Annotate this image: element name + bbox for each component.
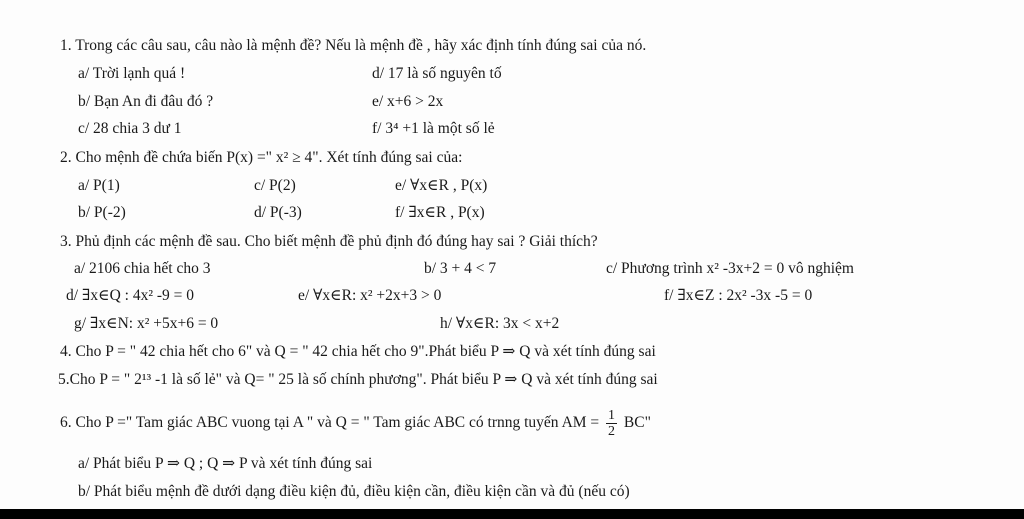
fraction-numerator: 1 (608, 408, 616, 423)
q6-title (60, 408, 651, 439)
q6-item-a: a/ Phát biểu P ⇒ Q ; Q ⇒ P và xét tính đúng sai (78, 455, 373, 472)
q2-item-d: d/ P(-3) (254, 204, 302, 221)
q3-item-b: b/ 3 + 4 < 7 (424, 260, 497, 277)
q2-item-b: b/ P(-2) (78, 204, 126, 221)
q1-item-f: f/ 3⁴ +1 là một số lẻ (372, 120, 495, 137)
q3-item-h: h/ ∀x∈R: 3x < x+2 (440, 315, 560, 332)
q6-item-b: b/ Phát biểu mệnh đề dưới dạng điều kiện đủ, điều kiện cần, điều kiện cần và đủ (nếu có) (78, 483, 630, 500)
q3-item-f: f/ ∃x∈Z : 2x² -3x -5 = 0 (664, 287, 813, 304)
q3-item-g: g/ ∃x∈N: x² +5x+6 = 0 (74, 315, 219, 332)
q1-item-d: d/ 17 là số nguyên tố (372, 65, 502, 82)
q1-item-a: a/ Trời lạnh quá ! (78, 65, 186, 82)
fraction-denominator: 2 (608, 424, 616, 439)
fraction-one-half (606, 408, 617, 439)
q3-item-c: c/ Phương trình x² -3x+2 = 0 vô nghiệm (606, 260, 854, 277)
q1-item-c: c/ 28 chia 3 dư 1 (78, 120, 182, 137)
q2-item-a: a/ P(1) (78, 177, 120, 194)
q3-item-e: e/ ∀x∈R: x² +2x+3 > 0 (298, 287, 442, 304)
q2-title: 2. Cho mệnh đề chứa biến P(x) =" x² ≥ 4". Xét tính đúng sai của: (60, 149, 463, 166)
q6-title-end: BC" (623, 414, 651, 432)
q1-item-e: e/ x+6 > 2x (372, 93, 444, 110)
q2-item-f: f/ ∃x∈R , P(x) (395, 204, 485, 221)
q6-title-start: 6. Cho P =" Tam giác ABC vuong tại A " và Q = " Tam giác ABC có trnng tuyến AM = (60, 414, 600, 432)
bottom-border-bar (0, 509, 1024, 519)
q1-title: 1. Trong các câu sau, câu nào là mệnh đề? Nếu là mệnh đề , hãy xác định tính đúng sai của nó. (60, 37, 647, 54)
q2-item-e: e/ ∀x∈R , P(x) (395, 177, 488, 194)
q4-title: 4. Cho P = " 42 chia hết cho 6" và Q = " 42 chia hết cho 9".Phát biểu P ⇒ Q và xét tính đúng sai (60, 343, 656, 360)
q1-item-b: b/ Bạn An đi đâu đó ? (78, 93, 214, 110)
q5-title: 5.Cho P = " 2¹³ -1 là số lẻ" và Q= " 25 là số chính phương". Phát biểu P ⇒ Q và xét tính đúng sai (58, 371, 658, 388)
q3-item-a: a/ 2106 chia hết cho 3 (74, 260, 211, 277)
q3-title: 3. Phủ định các mệnh đề sau. Cho biết mệnh đề phủ định đó đúng hay sai ? Giải thích? (60, 233, 598, 250)
q2-item-c: c/ P(2) (254, 177, 296, 194)
q3-item-d: d/ ∃x∈Q : 4x² -9 = 0 (66, 287, 194, 304)
